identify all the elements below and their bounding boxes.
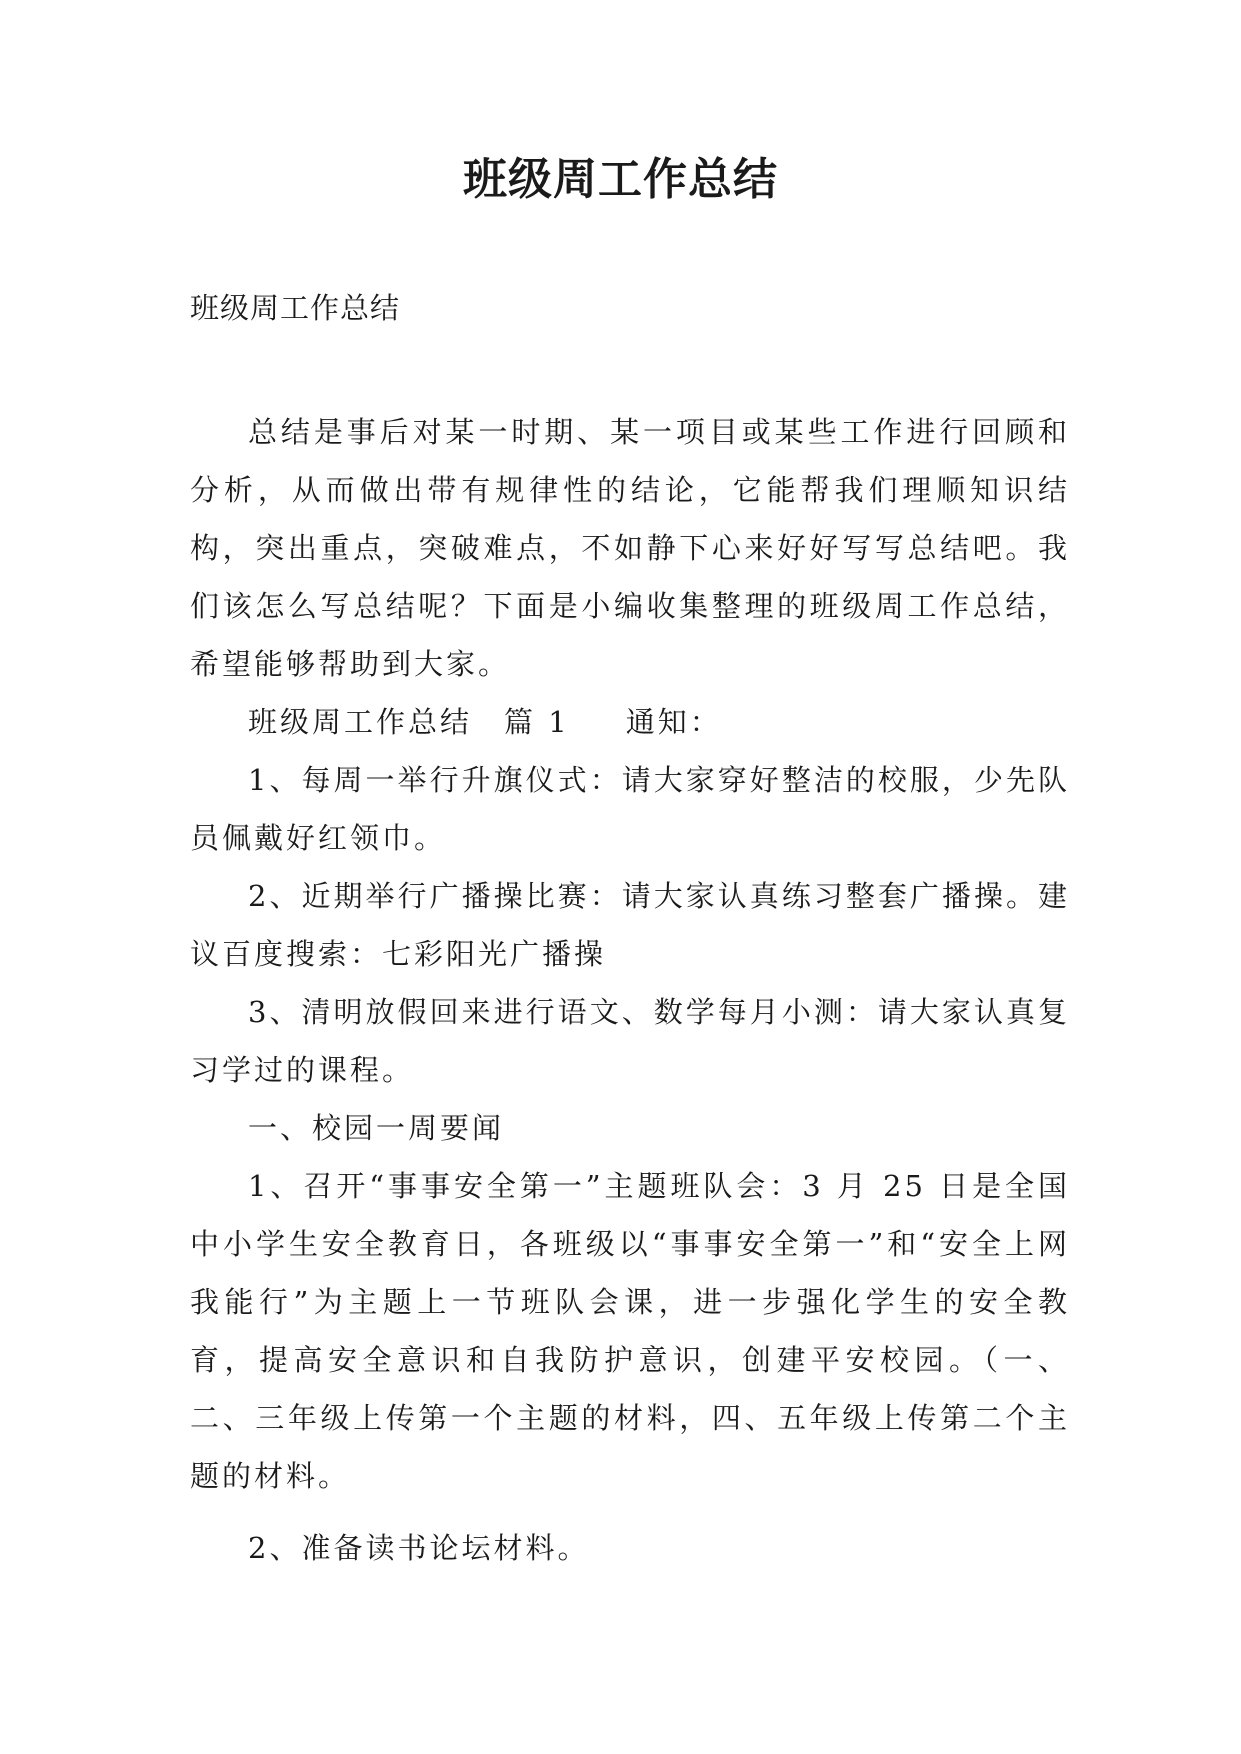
notice-label: 通知： (625, 705, 722, 739)
notice-item: 1、每周一举行升旗仪式：请大家穿好整洁的校服，少先队员佩戴好红领巾。 (190, 763, 1070, 855)
section-label: 班级周工作总结 (248, 705, 473, 739)
news-item: 2、准备读书论坛材料。 (248, 1531, 590, 1565)
document-subtitle: 班级周工作总结 (190, 291, 401, 325)
section-number: 篇 1 (504, 705, 570, 739)
section-heading (190, 693, 1070, 751)
document-title: 班级周工作总结 (463, 154, 778, 205)
intro-paragraph: 总结是事后对某一时期、某一项目或某些工作进行回顾和分析，从而做出带有规律性的结论，它能帮我们理顺知识结构，突出重点，突破难点，不如静下心来好好写写总结吧。我们该怎么写总结呢？下面是小编收集整理的班级周工作总结，希望能够帮助到大家。 (190, 415, 1070, 681)
notice-item: 2、近期举行广播操比赛：请大家认真练习整套广播操。建议百度搜索：七彩阳光广播操 (190, 879, 1070, 971)
news-item: 1、召开“事事安全第一”主题班队会：3 月 25 日是全国中小学生安全教育日，各班级以“事事安全第一”和“安全上网我能行”为主题上一节班队会课，进一步强化学生的安全教育，提高安全意识和自我防护意识，创建平安校园。（一、二、三年级上传第一个主题的材料，四、五年级上传第二个主题的材料。 (190, 1169, 1070, 1493)
notice-item: 3、清明放假回来进行语文、数学每月小测：请大家认真复习学过的课程。 (190, 995, 1070, 1087)
news-heading: 一、校园一周要闻 (248, 1111, 505, 1145)
document-body (190, 403, 1070, 1577)
